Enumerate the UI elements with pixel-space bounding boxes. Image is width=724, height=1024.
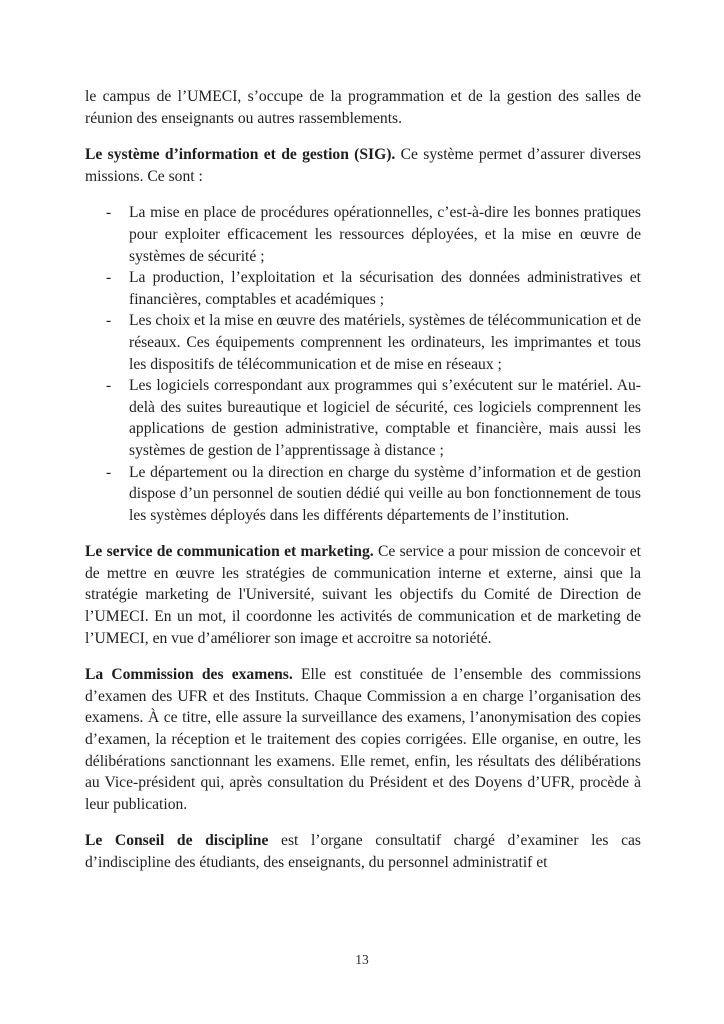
page-number: 13 xyxy=(355,952,369,967)
conseil-heading: Le Conseil de discipline xyxy=(85,832,269,850)
list-item-text: Le département ou la direction en charge du système d’information et de gestion dispose d’un personnel de soutien dédié qui veille au bon fonctionnement de tous les systèmes déployés dans les différents départements de l’institution. xyxy=(129,463,641,524)
communication-text: Ce service a pour mission de concevoir et de mettre en œuvre les stratégies de communication interne et externe, ainsi que la stratégie marketing de l'Université, suivant les objectifs du Comité de Direction de l’UMECI. En un mot, il coordonne les activités de communication et de marketing de l’UMECI, en vue d’améliorer son image et accroitre sa notoriété. xyxy=(85,543,641,647)
paragraph-campus xyxy=(85,86,641,129)
list-item xyxy=(85,375,641,461)
page-content xyxy=(85,86,641,889)
paragraph-communication xyxy=(85,541,641,649)
sig-heading: Le système d’information et de gestion (SIG). xyxy=(85,146,396,164)
paragraph-campus-text: le campus de l’UMECI, s’occupe de la programmation et de la gestion des salles de réunion des enseignants ou autres rassemblements. xyxy=(85,88,641,127)
conseil-text: est l’organe consultatif chargé d’examiner les cas d’indiscipline des étudiants, des enseignants, du personnel administratif et xyxy=(85,832,642,871)
dash-marker: - xyxy=(106,204,112,222)
list-item xyxy=(85,462,641,527)
list-item-text: Les choix et la mise en œuvre des matériels, systèmes de télécommunication et de réseaux. Ces équipements comprennent les ordinateurs, les imprimantes et tous les dispositifs de télécommunication et de mise en réseaux ; xyxy=(129,312,641,373)
sig-missions-list xyxy=(85,202,641,526)
paragraph-sig xyxy=(85,144,641,187)
list-item-text: La production, l’exploitation et la sécurisation des données administratives et financières, comptables et académiques ; xyxy=(129,269,641,308)
dash-marker: - xyxy=(106,377,112,395)
paragraph-commission xyxy=(85,664,641,815)
dash-marker: - xyxy=(106,312,112,330)
list-item xyxy=(85,310,641,375)
commission-heading: La Commission des examens. xyxy=(85,666,293,684)
dash-marker: - xyxy=(106,269,112,287)
list-item-text: La mise en place de procédures opérationnelles, c’est-à-dire les bonnes pratiques pour exploiter efficacement les ressources déployées, et la mise en œuvre de systèmes de sécurité ; xyxy=(129,204,641,265)
list-item-text: Les logiciels correspondant aux programmes qui s’exécutent sur le matériel. Au-delà des suites bureautique et logiciel de sécurité, ces logiciels comprennent les applications de gestion administrative, comptable et financière, mais aussi les systèmes de gestion de l’apprentissage à distance ; xyxy=(129,377,641,459)
sig-text: Ce système permet d’assurer diverses missions. Ce sont : xyxy=(85,146,641,185)
communication-heading: Le service de communication et marketing. xyxy=(85,543,374,561)
list-item xyxy=(85,202,641,267)
dash-marker: - xyxy=(106,463,112,481)
commission-text: Elle est constituée de l’ensemble des commissions d’examen des UFR et des Instituts. Chaque Commission a en charge l’organisation des examens. À ce titre, elle assure la surveillance des examens, l’anonymisation des copies d’examen, la réception et le traitement des copies corrigées. Elle organise, en outre, les délibérations sanctionnant les examens. Elle remet, enfin, les résultats des délibérations au Vice-président qui, après consultation du Président et des Doyens d’UFR, procède à leur publication. xyxy=(85,666,641,813)
paragraph-conseil xyxy=(85,830,641,873)
list-item xyxy=(85,267,641,310)
